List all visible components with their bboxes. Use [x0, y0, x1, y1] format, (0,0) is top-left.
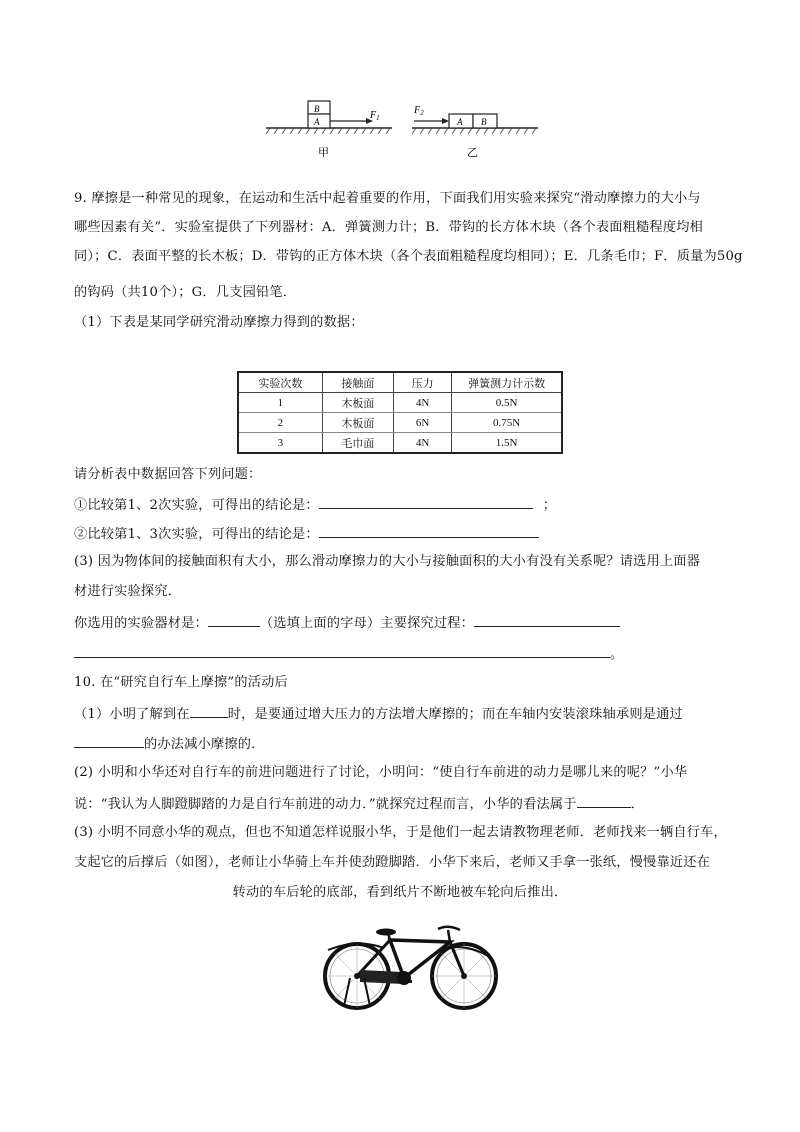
q10-part2-line2: 说：“我认为人脚蹬脚踏的力是自行车前进的动力．”就探究过程而言，小华的看法属于 ．: [74, 793, 644, 815]
blocks-force-diagram: [262, 94, 546, 162]
cell: 6N: [394, 413, 452, 433]
q9-part3-line2: 材进行实验探究．: [74, 584, 182, 599]
cell: 4N: [394, 433, 452, 454]
answer-blank-5[interactable]: [577, 793, 631, 808]
materials-blank[interactable]: [208, 612, 260, 627]
cell: 木板面: [322, 413, 393, 433]
answer-blank-1[interactable]: [319, 494, 533, 509]
q10-part3-line1: (3) 小明不同意小华的观点，但也不知道怎样说服小华，于是他们一起去请教物理老师．老师找来一辆自行车，: [74, 825, 727, 840]
q10-part1-line1: （1）小明了解到在 时，是要通过增大压力的方法增大摩擦的；而在车轴内安装滚珠轴承则是通过: [74, 703, 683, 725]
cell: 1: [238, 393, 322, 413]
q10-part3-line3: 转动的车后轮的底部，看到纸片不断地被车轮向后推出．: [232, 885, 568, 900]
q9-part1: （1）下表是某同学研究滑动摩擦力得到的数据：: [74, 315, 364, 330]
q9-conclusion-1: ①比较第1、2次实验，可得出的结论是： ；: [74, 494, 556, 516]
friction-data-table: [237, 371, 563, 454]
q10-part1-line2: 的办法减小摩擦的．: [74, 733, 265, 755]
q9-part3-line4: 。: [74, 643, 623, 665]
q9-line4: 的钩码（共10个）；G．几支园铅笔．: [74, 285, 297, 300]
label-b-left: B: [314, 104, 320, 114]
answer-blank-4[interactable]: [74, 733, 144, 748]
cell: 2: [238, 413, 322, 433]
q9-line1: 9. 摩擦是一种常见的现象，在运动和生活中起着重要的作用，下面我们用实验来探究“滑动摩擦力的大小与: [74, 191, 701, 206]
cell: 木板面: [322, 393, 393, 413]
table-row: [238, 393, 562, 413]
answer-blank-2[interactable]: [319, 523, 539, 538]
answer-blank-3[interactable]: [190, 703, 228, 718]
process-blank[interactable]: [474, 612, 620, 627]
label-f1: $F_1$: [370, 110, 380, 122]
cell: 3: [238, 433, 322, 454]
process-blank-continued[interactable]: [74, 643, 610, 658]
label-b-right: B: [481, 117, 487, 127]
cell: 0.5N: [452, 393, 562, 413]
q9-analyze: 请分析表中数据回答下列问题：: [74, 467, 262, 482]
col-reading: 弹簧测力计示数: [452, 372, 562, 393]
col-trial: 实验次数: [238, 372, 322, 393]
q10-part3-line2: 支起它的后撑后（如图），老师让小华骑上车并使劲蹬脚踏．小华下来后，老师又手拿一张纸，慢慢靠近还在: [74, 855, 710, 870]
q9-conclusion-2: ②比较第1、3次实验，可得出的结论是：: [74, 523, 539, 545]
table-row: [238, 433, 562, 454]
col-surface: 接触面: [322, 372, 393, 393]
cell: 0.75N: [452, 413, 562, 433]
q10-part2-line1: (2) 小明和小华还对自行车的前进问题进行了讨论，小明问：“使自行车前进的动力是哪儿来的呢？”小华: [74, 765, 688, 780]
q9-part3-line1: (3) 因为物体间的接触面积有大小，那么滑动摩擦力的大小与接触面积的大小有没有关系呢？请选用上面器: [74, 554, 701, 569]
cell: 毛巾面: [322, 433, 393, 454]
cell: 4N: [394, 393, 452, 413]
col-pressure: 压力: [394, 372, 452, 393]
caption-jia: 甲: [318, 146, 329, 159]
label-a-left: A: [314, 117, 320, 127]
q9-part3-line3: 你选用的实验器材是： （选填上面的字母）主要探究过程：: [74, 612, 620, 634]
cell: 1.5N: [452, 433, 562, 454]
q9-line3: 同）；C．表面平整的长木板；D．带钩的正方体木块（各个表面粗糙程度均相同）；E．几条毛巾；F．质量为50g: [74, 249, 743, 264]
table-row: [238, 413, 562, 433]
q10-title: 10. 在“研究自行车上摩擦”的活动后: [74, 675, 288, 690]
q9-line2: 哪些因素有关”．实验室提供了下列器材：A．弹簧测力计；B．带钩的长方体木块（各个表面粗糙程度均相: [74, 220, 703, 235]
bicycle-illustration: [320, 920, 502, 1014]
label-f2: $F_2$: [414, 105, 424, 117]
label-a-right: A: [457, 117, 463, 127]
table-header-row: [238, 372, 562, 393]
caption-yi: 乙: [467, 146, 478, 159]
